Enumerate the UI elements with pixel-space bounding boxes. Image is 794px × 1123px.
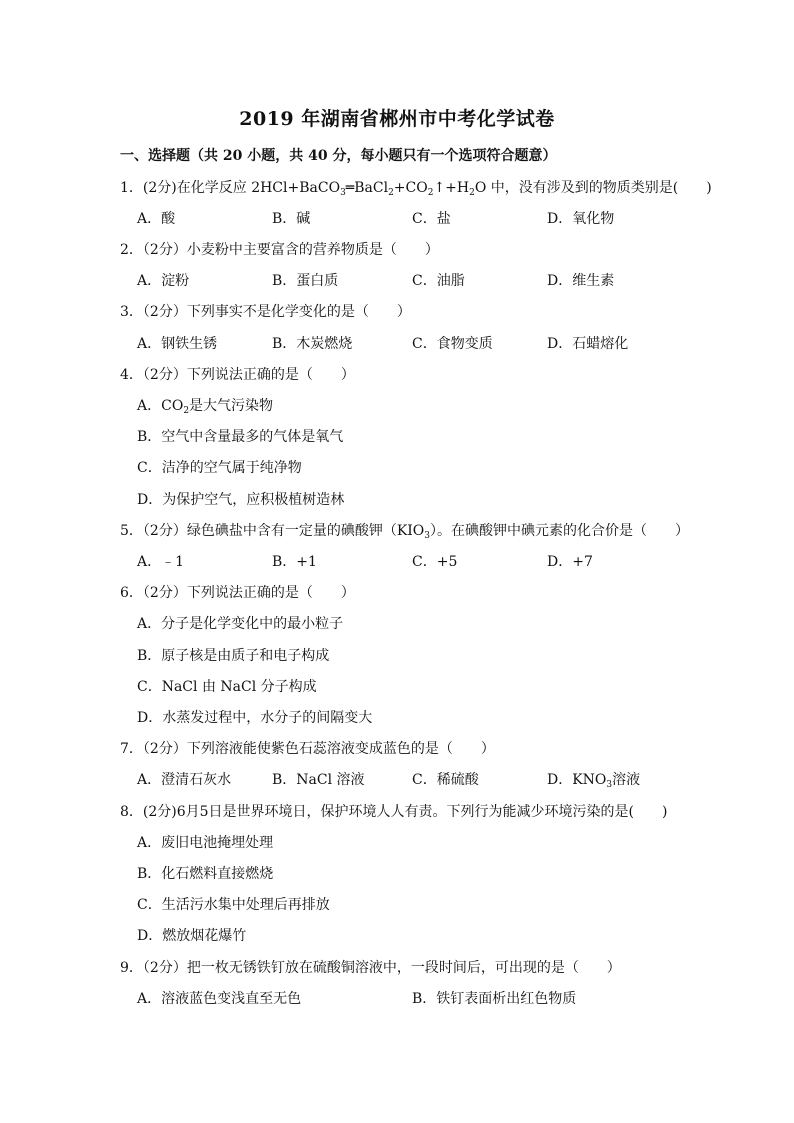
q4-option-c[interactable]: C．洁净的空气属于纯净物 [137,460,302,476]
q4-option-d[interactable]: D．为保护空气，应积极植树造林 [137,492,345,508]
q5-subscript: 3 [424,531,431,541]
q5-option-b[interactable]: B．+1 [272,554,317,570]
question-5-stem [120,520,689,540]
question-7-stem: 7．（2分）下列溶液能使紫色石蕊溶液变成蓝色的是（ ） [120,741,495,757]
q1-option-d[interactable]: D．氧化物 [547,211,615,227]
q8-option-d[interactable]: D．燃放烟花爆竹 [137,928,247,944]
q7d-part: 溶液 [612,772,641,788]
q6-option-c[interactable]: C．NaCl 由 NaCl 分子构成 [137,679,317,695]
q8-option-b[interactable]: B．化石燃料直接燃烧 [137,866,274,882]
q7d-subscript: 3 [606,780,613,790]
q4-option-b[interactable]: B．空气中含量最多的气体是氧气 [137,429,344,445]
q1-part: O 中，没有涉及到的物质类别是( ) [474,180,712,196]
q1-option-a[interactable]: A．酸 [137,211,176,227]
q8-option-a[interactable]: A．废旧电池掩埋处理 [137,835,274,851]
q3-option-b[interactable]: B．木炭燃烧 [272,336,353,352]
q1-option-b[interactable]: B．碱 [272,211,311,227]
q7-option-c[interactable]: C．稀硫酸 [412,772,479,788]
q8-option-c[interactable]: C．生活污水集中处理后再排放 [137,897,330,913]
q2-option-c[interactable]: C．油脂 [412,273,465,289]
question-6-stem: 6．（2分）下列说法正确的是（ ） [120,585,355,601]
q1-subscript: 3 [340,188,346,198]
q7-option-a[interactable]: A．澄清石灰水 [137,772,232,788]
q7-option-d[interactable] [547,769,640,789]
q6-option-b[interactable]: B．原子核是由质子和电子构成 [137,648,330,664]
exam-title: 2019 年湖南省郴州市中考化学试卷 [239,108,555,130]
q7-option-b[interactable]: B．NaCl 溶液 [272,772,365,788]
question-4-stem: 4．（2分）下列说法正确的是（ ） [120,367,355,383]
q4a-part: A．CO [137,398,184,414]
q6-option-a[interactable]: A．分子是化学变化中的最小粒子 [137,616,344,632]
q1-subscript: 2 [427,188,434,198]
q4-option-a[interactable] [137,395,273,415]
q4a-part: 是大气污染物 [189,398,274,414]
q2-option-a[interactable]: A．淀粉 [137,273,190,289]
q5-option-d[interactable]: D．+7 [547,554,593,570]
q7d-part: D．KNO [547,772,607,788]
q5-option-a[interactable]: A．﹣1 [137,554,185,570]
q1-part: ═BaCl [345,180,389,196]
q1-option-c[interactable]: C．盐 [412,211,451,227]
q3-option-c[interactable]: C．食物变质 [412,336,493,352]
question-3-stem: 3．（2分）下列事实不是化学变化的是（ ） [120,304,411,320]
question-2-stem: 2．（2分）小麦粉中主要富含的营养物质是（ ） [120,242,439,258]
q5-part: 5．（2分）绿色碘盐中含有一定量的碘酸钾（KIO [120,523,425,539]
q5-part: ）。在碘酸钾中碘元素的化合价是（ ） [430,523,690,539]
question-9-stem: 9．（2分）把一枚无锈铁钉放在硫酸铜溶液中，一段时间后，可出现的是（ ） [120,960,621,976]
question-8-stem: 8．(2分)6月5日是世界环境日，保护环境人人有责。下列行为能减少环境污染的是( ) [120,804,668,820]
q3-option-d[interactable]: D．石蜡熔化 [547,336,629,352]
q5-option-c[interactable]: C．+5 [412,554,458,570]
q1-subscript: 2 [469,188,475,198]
q1-subscript: 2 [388,188,394,198]
q9-option-b[interactable]: B．铁钉表面析出红色物质 [412,991,577,1007]
q1-part: ↑+H [433,180,470,196]
q6-option-d[interactable]: D．水蒸发过程中，水分子的间隔变大 [137,710,373,726]
q1-part: 1．(2分)在化学反应 2HCl+BaCO [120,180,341,196]
question-1-stem [120,177,712,197]
q9-option-a[interactable]: A．溶液蓝色变浅直至无色 [137,991,302,1007]
q2-option-d[interactable]: D．维生素 [547,273,615,289]
section-heading: 一、选择题（共 20 小题，共 40 分，每小题只有一个选项符合题意） [120,148,557,164]
q4a-subscript: 2 [183,406,190,416]
q2-option-b[interactable]: B．蛋白质 [272,273,339,289]
q3-option-a[interactable]: A．钢铁生锈 [137,336,218,352]
q1-part: +CO [393,180,428,196]
